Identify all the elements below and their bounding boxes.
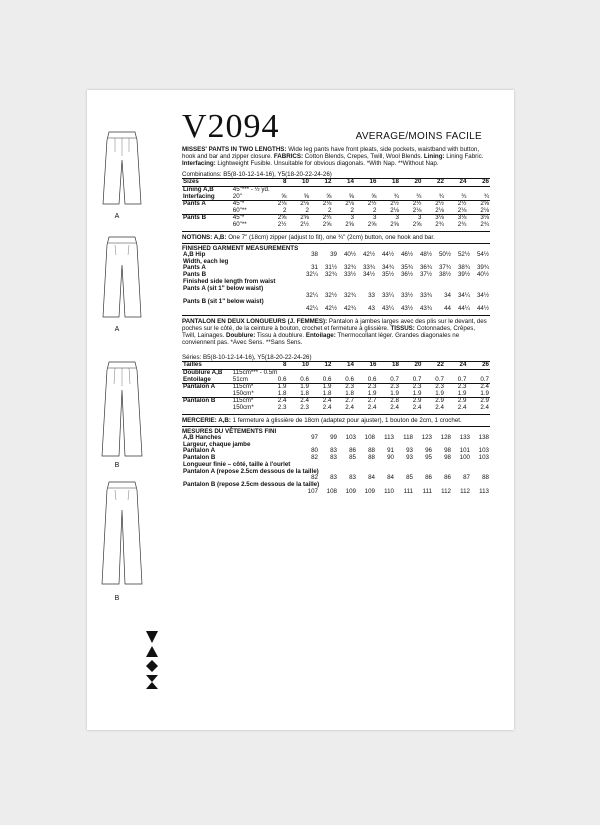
header: [182, 108, 492, 148]
table-row: Pantalon B 82 83 85 88 90 93 95 98 100 103: [183, 454, 489, 462]
finished-measurements-title-en: FINISHED GARMENT MEASUREMENTS: [182, 243, 490, 252]
table-row: Longueur finie – côté, taille à l'ourlet: [183, 460, 291, 468]
pattern-info: [182, 146, 490, 496]
table-row: Lining A,B 45"*** - ½ yd.: [183, 185, 270, 193]
triangle-up-icon: [146, 646, 158, 657]
sketch-label: A: [114, 326, 120, 333]
table-row: Pants B 32¼ 32¾ 33½ 34½ 35½ 36½ 37½ 38½ 39½ 40½: [183, 271, 489, 279]
finished-measurements-title-fr: MESURES DU VÊTEMENTS FINI: [182, 426, 490, 435]
sketch-pants-a-back: [101, 235, 143, 321]
combinations-en: Combinations: B5(8-10-12-14-16), Y5(18-20-22-24-26): [182, 171, 332, 179]
finished-measurements-en: [182, 252, 490, 313]
table-row: 42¼ 42½ 42¾ 43 43¼ 43½ 43¾ 44 44¼ 44½: [305, 305, 489, 313]
notions-en: NOTIONS: A,B: One 7" (18cm) zipper (adjust to fit), one ¾" (2cm) button, one hook and bar.: [182, 233, 435, 241]
sketch-pants-a-front: [101, 130, 143, 206]
table-row: 60"** 2 2 2 2 2 2⅛ 2⅛ 2⅛ 2⅛ 2⅛: [232, 206, 489, 214]
difficulty-level: AVERAGE/MOINS FACILE: [355, 131, 482, 142]
table-row: Pantalon A (repose 2.5cm dessous de la taille): [183, 467, 319, 475]
technical-drawings: [87, 90, 167, 730]
table-header-row: Tailles 8 10 12 14 16 18 20 22 24 26: [183, 361, 489, 369]
table-row: Pantalon A 115cm* 1.9 1.9 1.9 2.3 2.3 2.3 2.3 2.3 2.3 2.4: [183, 383, 489, 391]
pattern-symbols: [145, 630, 159, 695]
yardage-table-fr: [182, 361, 490, 411]
notions-fr: MERCERIE: A,B: 1 fermeture à glissière de 18cm (adaptez pour ajuster), 1 bouton de 2cm, 1 crochet.: [182, 416, 462, 424]
combinations-fr: Séries: B5(8-10-12-14-16), Y5(18-20-22-24-26): [182, 354, 312, 362]
table-row: Width, each leg: [183, 257, 229, 265]
table-row: Pantalon B 115cm* 2.4 2.4 2.4 2.7 2.7 2.8 2.9 2.9 2.9 2.9: [183, 397, 489, 405]
table-row: Pants A (sit 1" below waist): [183, 284, 264, 292]
pattern-number: V2094: [182, 108, 280, 145]
description-en: MISSES' PANTS IN TWO LENGTHS: Wide leg pants have front pleats, side pockets, waistband with button, hook and bar and zipper closure. FABRICS: Cotton Blends, Crepes, Twill, Wool Blends. Lining: Lining Fabric. Interfacing: Lightweight Fusible. Unsuitable for obvious diagonals. *With Nap. **Without Nap.: [182, 146, 484, 168]
table-row: Pantalon A 80 83 86 88 91 93 96 98 101 103: [183, 447, 489, 455]
table-row: 60"** 2½ 2½ 2⅝ 2⅝ 2⅝ 2⅝ 2⅝ 2¾ 2¾ 2¾: [232, 220, 489, 228]
table-row: Pants A 45"* 2⅛ 2⅛ 2⅛ 2⅛ 2½ 2½ 2½ 2½ 2½ 2⅝: [183, 200, 489, 208]
table-row: A,B Hanches 97 99 103 108 113 118 123 128 133 138: [183, 433, 489, 441]
hourglass-icon: [146, 675, 158, 689]
table-row: Pantalon B (repose 2.5cm dessous de la taille): [183, 481, 320, 489]
table-row: Pants B (sit 1" below waist): [183, 298, 264, 306]
table-row: 32¼ 32½ 32¾ 33 33¼ 33½ 33¾ 34 34¼ 34½: [305, 291, 489, 299]
sketch-pants-b-front: [101, 360, 143, 460]
table-row: 150cm* 1.8 1.8 1.8 1.8 1.9 1.9 1.9 1.9 1.9 1.9: [232, 389, 489, 397]
sketch-label: A: [114, 213, 120, 220]
table-row: Finished side length from waist: [183, 277, 276, 285]
table-row: Entoilage 51cm 0.6 0.6 0.6 0.6 0.6 0.7 0.7 0.7 0.7 0.7: [183, 375, 489, 383]
description-fr: PANTALON EN DEUX LONGUEURS (J. FEMMES): Pantalon à jambes larges avec des plis sur le devant, des poches sur le côté, de la ceinture à bouton, crochet et fermeture à glissière. TISSUS: Cotonnades, Crêpes, Twill, Lainages. Doublure: Tissu à doublure. Entoilage: Thermocollant léger. Grandes diagonales ne conviennent pas. *Avec Sens. **Sans Sens.: [182, 317, 487, 347]
pattern-envelope-back: [87, 90, 514, 730]
table-row: 82 83 83 84 84 85 86 86 87 88: [311, 474, 489, 482]
table-row: 150cm* 2.3 2.3 2.4 2.4 2.4 2.4 2.4 2.4 2.4 2.4: [232, 403, 489, 411]
sketch-label: B: [114, 462, 120, 469]
table-row: A,B Hip 38 39 40½ 42½ 44½ 46½ 48½ 50½ 52½ 54½: [183, 250, 489, 258]
table-header-row: Sizes 8 10 12 14 16 18 20 22 24 26: [183, 178, 489, 186]
sketch-label: B: [114, 595, 120, 602]
table-row: Interfacing 20" ⅝ ⅝ ⅝ ⅝ ⅝ ¾ ¾ ¾ ¾ ¾: [183, 192, 489, 200]
table-row: 107 108 109 109 110 111 111 112 112 113: [307, 488, 489, 496]
table-row: Pants B 45"* 2⅝ 2⅝ 2¾ 3 3 3 3 3⅛ 3⅛ 3⅛: [183, 214, 489, 222]
diamond-icon: [146, 660, 158, 672]
table-row: Pants A 31 31½ 32¾ 33¾ 34¾ 35¾ 36¾ 37¾ 38¾ 39¾: [183, 264, 489, 272]
yardage-table-en: [182, 178, 490, 228]
finished-measurements-fr: [182, 435, 490, 496]
table-row: Largeur, chaque jambe: [183, 440, 251, 448]
sketch-pants-b-back: [101, 480, 143, 588]
table-row: Doublure A,B 115cm*** - 0.5m: [183, 368, 278, 376]
triangle-down-icon: [146, 631, 158, 643]
